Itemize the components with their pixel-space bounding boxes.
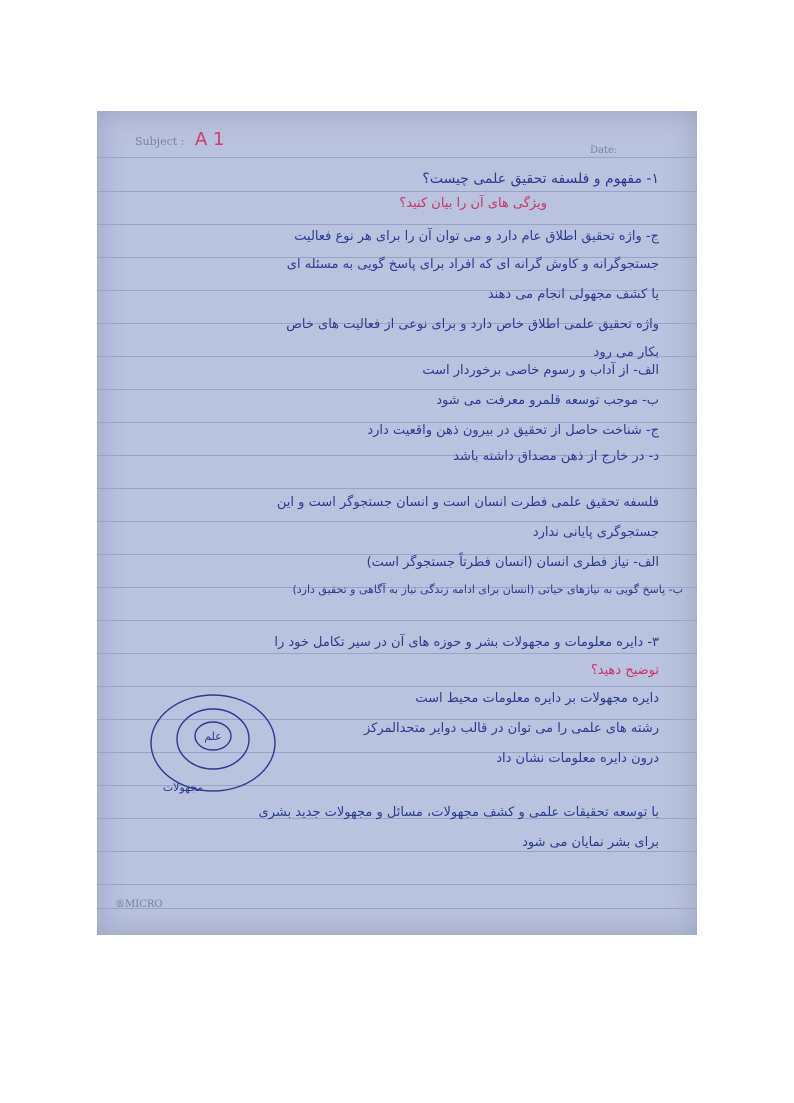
q1-item-be: ب- موجب توسعه قلمرو معرفت می شود — [436, 393, 659, 408]
notebook-page — [97, 111, 697, 935]
q1-item-dal: د- در خارج از ذهن مصداق داشته باشد — [453, 449, 659, 464]
date-label: Date: — [590, 145, 618, 156]
q3-answer-line4: با توسعه تحقیقات علمی و کشف مجهولات، مسائل و مجهولات جدید بشری — [258, 805, 659, 820]
ruled-line — [97, 620, 697, 621]
subject-value: A 1 — [195, 129, 225, 150]
subject-label: Subject : — [135, 135, 185, 148]
ruled-line — [97, 884, 697, 885]
q3-title-line2: توضیح دهید؟ — [590, 663, 659, 678]
q1-item-alef: الف- از آداب و رسوم خاصی برخوردار است — [422, 363, 659, 378]
ruled-line — [97, 191, 697, 192]
diagram-inner-label: علم — [204, 730, 222, 743]
q3-title-line1: ۳- دایره معلومات و مجهولات بشر و حوزه های آن در سیر تکامل خود را — [274, 635, 659, 650]
q1-title-line2: ویژگی های آن را بیان کنید؟ — [399, 196, 547, 211]
q1-answer-line3: یا کشف مجهولی انجام می دهند — [487, 287, 659, 302]
q3-answer-line3: درون دایره معلومات نشان داد — [496, 751, 659, 766]
q3-answer-line1: دایره مجهولات بر دایره معلومات محیط است — [415, 691, 659, 706]
ruled-line — [97, 488, 697, 489]
ruled-line — [97, 653, 697, 654]
q1-answer-line2: جستجوگرانه و کاوش گرانه ای که افراد برای پاسخ گویی به مسئله ای — [286, 257, 659, 272]
philosophy-item-be: ب- پاسخ گویی به نیازهای حیاتی (انسان برای ادامه زندگی نیاز به آگاهی و تحقیق دارد) — [292, 583, 683, 596]
q3-answer-line2: رشته های علمی را می توان در قالب دوایر متحدالمرکز — [363, 721, 659, 736]
philosophy-line1: فلسفه تحقیق علمی فطرت انسان است و انسان جستجوگر است و این — [276, 495, 659, 510]
ruled-line — [97, 224, 697, 225]
q1-answer-line1: ج- واژه تحقیق اطلاق عام دارد و می توان آن را برای هر نوع فعالیت — [294, 229, 659, 244]
ruled-line — [97, 851, 697, 852]
philosophy-line2: جستجوگری پایانی ندارد — [532, 525, 659, 540]
diagram-outer-label: مجهولات — [162, 781, 204, 794]
ruled-line — [97, 389, 697, 390]
q1-title-line1: ۱- مفهوم و فلسفه تحقیق علمی چیست؟ — [422, 171, 659, 187]
ruled-line — [97, 686, 697, 687]
concentric-circles-diagram — [143, 691, 283, 801]
q1-answer-line5: بکار می رود — [593, 345, 659, 360]
ruled-line — [97, 521, 697, 522]
notebook-brand: ®MICRO — [115, 899, 163, 910]
q1-answer-line4: واژه تحقیق علمی اطلاق خاص دارد و برای نوعی از فعالیت های خاص — [286, 317, 659, 332]
ruled-line — [97, 908, 697, 909]
philosophy-item-alef: الف- نیاز فطری انسان (انسان فطرتاً جستجوگر است) — [366, 555, 659, 570]
q3-answer-line5: برای بشر نمایان می شود — [522, 835, 659, 850]
q1-item-jim: ج- شناخت حاصل از تحقیق در بیرون ذهن واقعیت دارد — [367, 423, 659, 438]
ruled-line — [97, 157, 697, 158]
